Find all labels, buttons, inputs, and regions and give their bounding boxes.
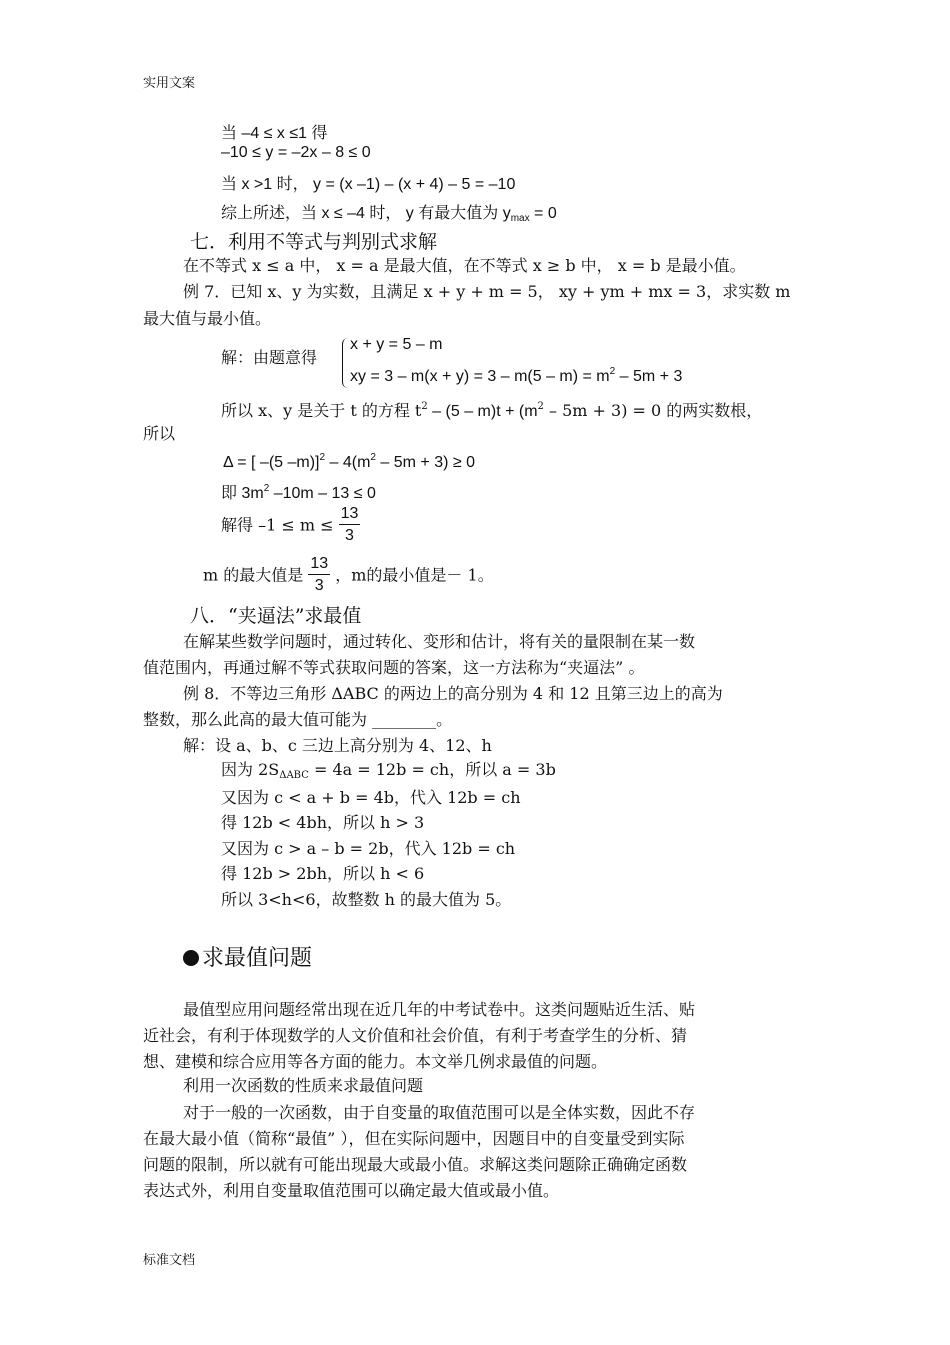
example-8-line1: 例 8．不等边三角形 ΔABC 的两边上的高分别为 4 和 12 且第三边上的高为 — [183, 684, 723, 703]
intro-paragraph-line1: 最值型应用问题经常出现在近几年的中考试卷中。这类问题贴近生活、贴 — [183, 1000, 696, 1019]
solution-8-step1: 因为 $2S_{\Delta ABC} = 4a = 12b$ = ch，所以 a = 3b — [221, 760, 556, 781]
solution-8-step3: 得 12b < 4bh，所以 h > 3 — [221, 813, 425, 832]
section-title: 求最值问题 — [183, 941, 312, 972]
quadratic-equation-line: 所以 x、y 是关于 t 的方程 $t^2 - (5 - m)t + (m^2 - 5m + 3) = 0$ 的两实数根， — [221, 401, 763, 420]
solution-8-label: 解：设 a、b、c 三边上高分别为 4、12、h — [183, 736, 492, 755]
discriminant-line: Δ = [ –(5 $-m)]^2 - 4(m^2 - 5m + 3) \ge 0$ — [223, 452, 476, 471]
heading-section-8: 八．“夹逼法”求最值 — [190, 605, 362, 627]
solution-8-step2: 又因为 c < a + b = 4b，代入 12b = ch — [221, 788, 521, 807]
line-conclusion: 综上所述，当 x ≤ –4 时， y 有最大值为 $y_{max} = 0$ — [221, 205, 557, 224]
fraction-13-3: $\frac{13}{3}$ — [340, 505, 359, 544]
subheading-linear-function: 利用一次函数的性质来求最值问题 — [183, 1076, 424, 1095]
paragraph-squeeze-line1: 在解某些数学问题时，通过转化、变形和估计，将有关的量限制在某一数 — [183, 632, 696, 651]
solution-7-label: 解：由题意得 — [221, 348, 318, 367]
intro-paragraph-line3: 想、建模和综合应用等各方面的能力。本文举几例求最值的问题。 — [143, 1052, 608, 1071]
max-min-line: m 的最大值是 $\frac{13}{3}$ ，m的最小值是－ 1。 — [203, 554, 494, 597]
page-header: 实用文案 — [143, 76, 196, 91]
linear-paragraph-line3: 问题的限制，所以就有可能出现最大或最小值。求解这类问题除正确确定函数 — [143, 1155, 688, 1174]
example-8-line2: 整数，那么此高的最大值可能为 ________。 — [143, 710, 453, 729]
intro-paragraph-line2: 近社会，有利于体现数学的人文价值和社会价值，有利于考查学生的分析、猜 — [143, 1026, 688, 1045]
fraction-13-3-max: $\frac{13}{3}$ — [310, 555, 329, 594]
line-range: –10 ≤ y = –2x – 8 ≤ 0 — [221, 144, 371, 161]
linear-paragraph-line1: 对于一般的一次函数，由于自变量的取值范围可以是全体实数，因此不存 — [183, 1103, 696, 1122]
inequality-line: 即 $3m^2$ –10m – 13 ≤ 0 — [221, 483, 376, 502]
system-eq2: xy = $3 - m(x + y) = 3 - m(5 - m) = m^2 - 5m + 3$ — [350, 366, 683, 385]
example-7-line2: 最大值与最小值。 — [143, 309, 272, 328]
linear-paragraph-line2: 在最大最小值（简称“最值” ），但在实际问题中，因题目中的自变量受到实际 — [143, 1129, 685, 1148]
solution-8-step6: 所以 3<h<6，故整数 h 的最大值为 5。 — [221, 890, 512, 909]
solution-8-step4: 又因为 c > a – b = 2b，代入 12b = ch — [221, 839, 516, 858]
linear-paragraph-line4: 表达式外，利用自变量取值范围可以确定最大值或最小值。 — [143, 1181, 560, 1200]
solution-8-step5: 得 12b > 2bh，所以 h < 6 — [221, 864, 425, 883]
paragraph-inequality: 在不等式 x ≤ a 中， x = a 是最大值，在不等式 x ≥ b 中， x = b 是最小值。 — [183, 256, 746, 275]
line-case1: 当 –4 ≤ x ≤1 得 — [221, 125, 328, 142]
example-7-line1: 例 7．已知 x、y 为实数，且满足 x + y + m = 5， xy + ym + mx = 3，求实数 m — [183, 282, 791, 301]
page-footer: 标准文档 — [143, 1253, 196, 1268]
quadratic-equation-cont: 所以 — [143, 424, 176, 443]
paragraph-squeeze-line2: 值范围内，再通过解不等式获取问题的答案，这一方法称为“夹逼法” 。 — [143, 658, 645, 677]
heading-section-7: 七．利用不等式与判别式求解 — [190, 231, 438, 253]
bullet-icon — [183, 950, 199, 966]
system-eq1: x + y = 5 – m — [350, 336, 443, 353]
line-case2: 当 x >1 时， y = (x –1) – (x + 4) – 5 = –10 — [221, 176, 516, 193]
solution-range-line: 解得 –1 ≤ m ≤ $\frac{13}{3}$ — [221, 504, 360, 547]
